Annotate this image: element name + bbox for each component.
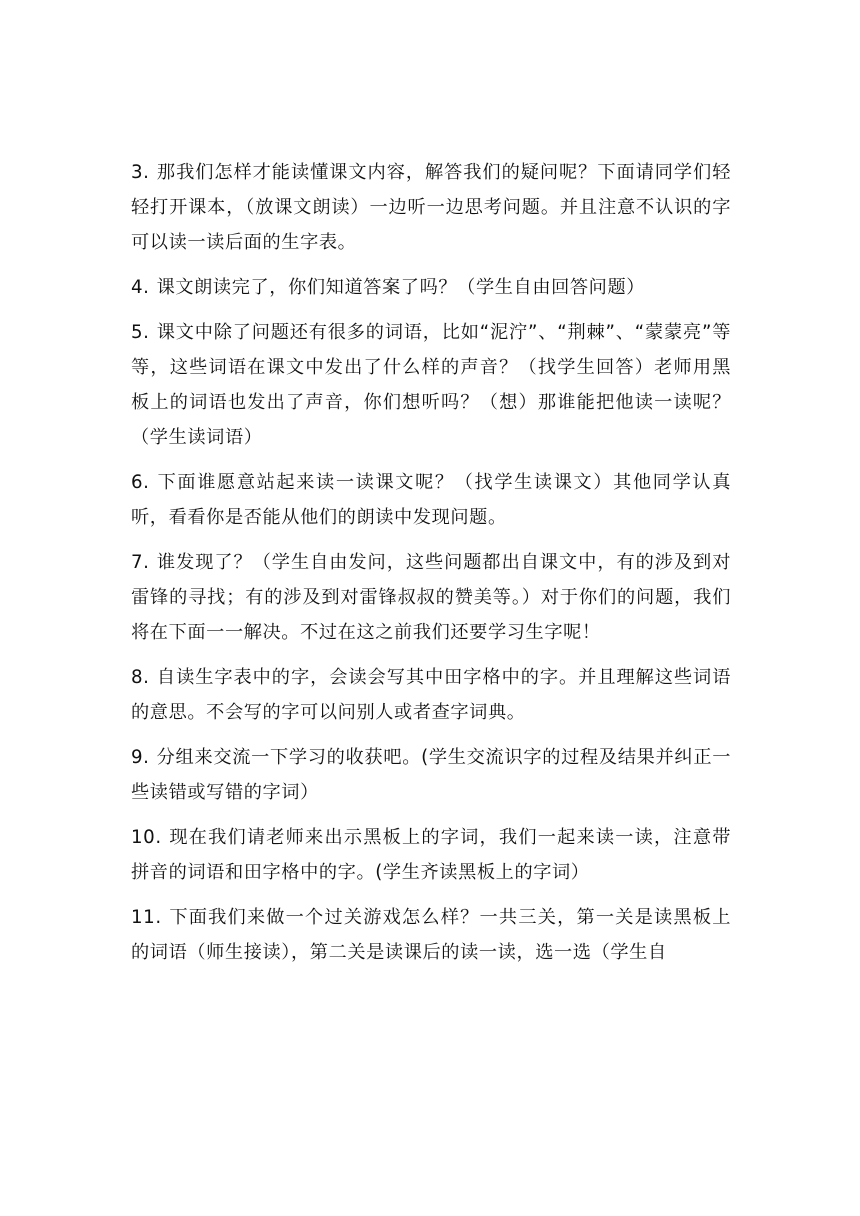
paragraph-6	[131, 465, 731, 535]
paragraph-text: 下面我们来做一个过关游戏怎么样？一共三关，第一关是读黑板上的词语（师生接读），第二关是读课后的读一读，选一选（学生自	[131, 907, 731, 963]
paragraph-4	[131, 270, 731, 305]
paragraph-number: 8.	[131, 667, 150, 688]
paragraph-3	[131, 155, 731, 260]
paragraph-number: 10.	[131, 827, 162, 848]
paragraph-number: 4.	[131, 277, 150, 298]
paragraph-text: 课文朗读完了，你们知道答案了吗？（学生自由回答问题）	[156, 277, 646, 298]
paragraph-text: 谁发现了？（学生自由发问，这些问题都出自课文中，有的涉及到对雷锋的寻找；有的涉及到对雷锋叔叔的赞美等。）对于你们的问题，我们将在下面一一解决。不过在这之前我们还要学习生字呢！	[131, 552, 731, 643]
paragraph-text: 下面谁愿意站起来读一读课文呢？（找学生读课文）其他同学认真听，看看你是否能从他们的朗读中发现问题。	[131, 472, 731, 528]
paragraph-5	[131, 315, 731, 455]
paragraph-10	[131, 820, 731, 890]
paragraph-number: 9.	[131, 747, 150, 768]
paragraph-text: 那我们怎样才能读懂课文内容，解答我们的疑问呢？下面请同学们轻轻打开课本，（放课文朗读）一边听一边思考问题。并且注意不认识的字可以读一读后面的生字表。	[131, 162, 731, 253]
paragraph-number: 6.	[131, 472, 150, 493]
paragraph-number: 11.	[131, 907, 162, 928]
paragraph-number: 5.	[131, 322, 150, 343]
paragraph-text: 自读生字表中的字，会读会写其中田字格中的字。并且理解这些词语的意思。不会写的字可以问别人或者查字词典。	[131, 667, 731, 723]
paragraph-text: 现在我们请老师来出示黑板上的字词，我们一起来读一读，注意带拼音的词语和田字格中的字。(学生齐读黑板上的字词）	[131, 827, 731, 883]
paragraph-number: 3.	[131, 162, 150, 183]
document-body	[131, 155, 731, 980]
paragraph-7	[131, 545, 731, 650]
paragraph-8	[131, 660, 731, 730]
paragraph-text: 分组来交流一下学习的收获吧。(学生交流识字的过程及结果并纠正一些读错或写错的字词）	[131, 747, 731, 803]
paragraph-text: 课文中除了问题还有很多的词语，比如“泥泞”、“荆棘”、“蒙蒙亮”等等，这些词语在课文中发出了什么样的声音？（找学生回答）老师用黑板上的词语也发出了声音，你们想听吗？（想）那谁能把他读一读呢？（学生读词语）	[131, 322, 731, 448]
paragraph-11	[131, 900, 731, 970]
paragraph-9	[131, 740, 731, 810]
paragraph-number: 7.	[131, 552, 150, 573]
